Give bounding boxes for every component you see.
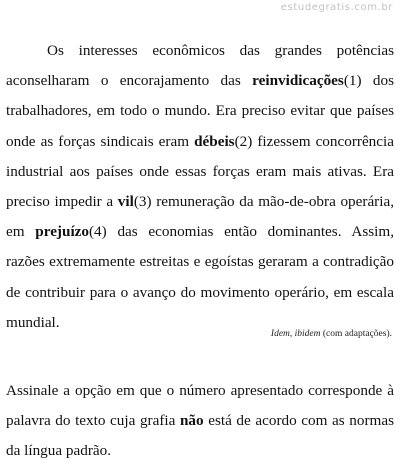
passage-segment: remuneração da mão-de-obra operária, em bbox=[6, 193, 395, 241]
passage-segment: das economias então dominantes. Assim, razões extremamente estreitas e egoístas geraram a contradição de contribuir para o avanço do movimento operário, em escala mundial. bbox=[6, 223, 394, 331]
question-emphasis: não bbox=[179, 412, 204, 430]
highlighted-word-2: débeis bbox=[194, 132, 235, 150]
passage-text bbox=[6, 36, 394, 338]
word-number-1: (1) bbox=[343, 72, 362, 90]
passage-segment: fizessem concorrência industrial aos países onde essas forças eram mais ativas. Era preciso impedir a bbox=[6, 132, 394, 211]
word-number-3: (3) bbox=[133, 193, 152, 211]
passage-segment: dos trabalhadores, em todo o mundo. Era preciso evitar que países onde as forças sindicais eram bbox=[6, 72, 394, 150]
highlighted-word-3: vil bbox=[117, 193, 134, 211]
word-number-2: (2) bbox=[234, 132, 253, 150]
watermark: estudegratis.com.br bbox=[280, 2, 393, 13]
question-text bbox=[6, 376, 394, 467]
highlighted-word-1: reinvidicações bbox=[252, 72, 344, 90]
source-note: (com adaptações). bbox=[320, 329, 392, 339]
word-number-4: (4) bbox=[89, 223, 107, 241]
source-citation bbox=[271, 329, 392, 339]
passage-segment: Os interesses econômicos das grandes potências aconselharam o encorajamento das bbox=[6, 42, 394, 90]
question-segment: Assinale a opção em que o número apresentado corresponde à palavra do texto cuja grafia bbox=[6, 382, 394, 430]
question-segment: está de acordo com as normas da língua padrão. bbox=[6, 412, 394, 460]
highlighted-word-4: prejuízo bbox=[35, 223, 89, 241]
source-italic: Idem, ibidem bbox=[270, 329, 321, 339]
